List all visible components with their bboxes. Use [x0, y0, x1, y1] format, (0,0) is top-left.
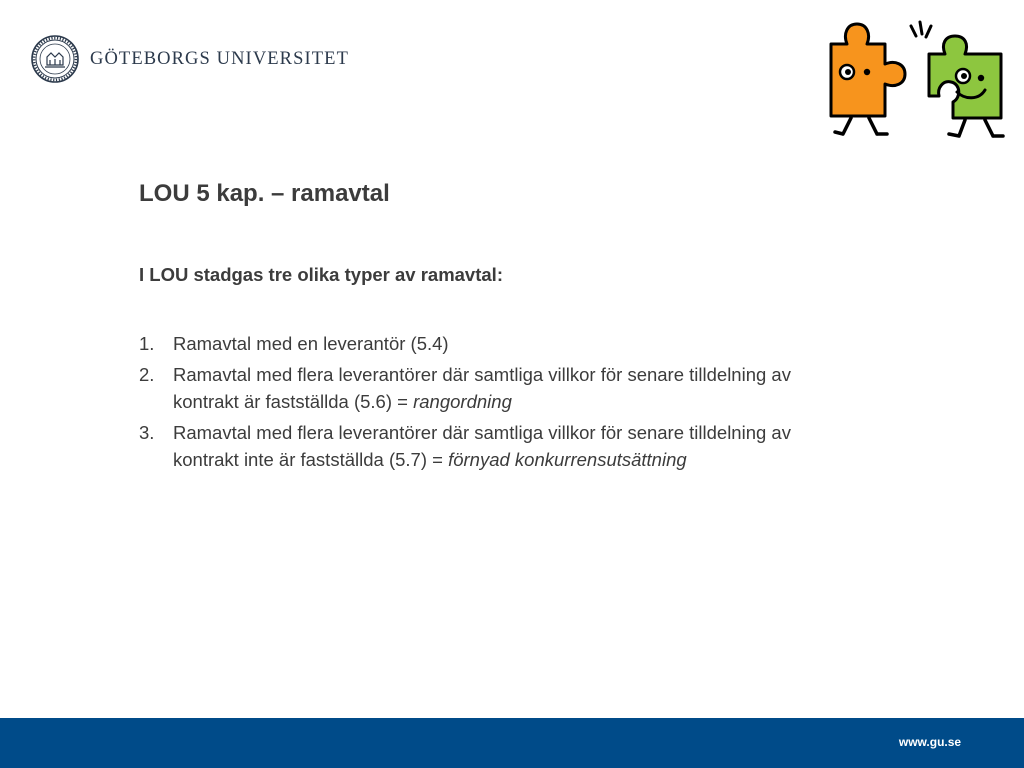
- list-item-text: Ramavtal med flera leverantörer där samtliga villkor för senare tilldelning av kontrakt inte är fastställda (5.7): [173, 422, 791, 470]
- university-logo: [31, 33, 349, 85]
- list-item-text: Ramavtal med flera leverantörer där samtliga villkor för senare tilldelning av kontrakt är fastställda (5.6): [173, 364, 791, 412]
- list-number: 3.: [139, 422, 155, 443]
- university-name: GÖTEBORGS UNIVERSITET: [90, 48, 349, 69]
- list-item-emphasis: förnyad konkurrensutsättning: [448, 449, 687, 470]
- list-item-emphasis: rangordning: [413, 391, 512, 412]
- slide-title: LOU 5 kap. – ramavtal: [139, 180, 390, 207]
- footer-bar: [0, 718, 1024, 768]
- list-item: [139, 419, 839, 473]
- list-item: [139, 330, 839, 357]
- puzzle-pieces-clipart: [823, 18, 1009, 142]
- framework-types-list: [139, 330, 839, 477]
- list-number: 2.: [139, 364, 155, 385]
- list-item-equals: =: [426, 449, 449, 470]
- list-item-text: Ramavtal med en leverantör (5.4): [173, 333, 449, 354]
- website-link[interactable]: www.gu.se: [898, 735, 962, 749]
- list-number: 1.: [139, 333, 155, 354]
- list-item-equals: =: [392, 391, 414, 412]
- list-item: [139, 361, 839, 415]
- university-seal-icon: [31, 35, 79, 83]
- lead-text: I LOU stadgas tre olika typer av ramavtal:: [139, 264, 503, 285]
